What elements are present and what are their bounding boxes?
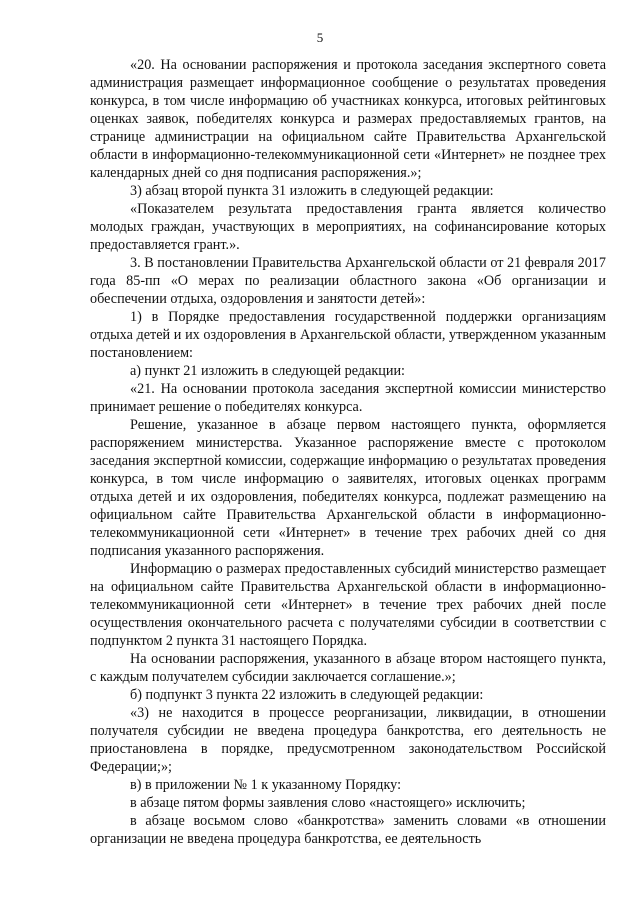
paragraph-12: «3) не находится в процессе реорганизации, ликвидации, в отношении получателя субсидии не введена процедура банкротства, его деятельность не приостановлена в порядке, предусмотренном законодательством Российской Федерации;»; xyxy=(90,705,606,775)
paragraph-13: в) в приложении № 1 к указанному Порядку: xyxy=(130,777,402,793)
page-number: 5 xyxy=(316,30,324,45)
paragraph-5: 1) в Порядке предоставления государственной поддержки организациям отдыха детей и их оздоровления в Архангельской области, утвержденном указанным постановлением: xyxy=(90,309,606,361)
paragraph-14: в абзаце пятом формы заявления слово «настоящего» исключить; xyxy=(130,795,526,811)
paragraph-1: «20. На основании распоряжения и протокола заседания экспертного совета администрация размещает информационное сообщение о результатах проведения конкурса, в том числе информацию об участниках конкурса, итоговых рейтинговых оценках заявок, победителях конкурса и размерах предоставляемых грантов, на странице администрации на официальном сайте Правительства Архангельской области в информационно-телекоммуникационной сети «Интернет» не позднее трех календарных дней со дня подписания распоряжения.»; xyxy=(90,57,606,181)
document-body xyxy=(90,56,606,848)
paragraph-7: «21. На основании протокола заседания экспертной комиссии министерство принимает решение о победителях конкурса. xyxy=(90,381,606,415)
paragraph-3: «Показателем результата предоставления гранта является количество молодых граждан, участвующих в мероприятиях, на софинансирование которых предоставляется грант.». xyxy=(90,201,606,253)
paragraph-10: На основании распоряжения, указанного в абзаце втором настоящего пункта, с каждым получателем субсидии заключается соглашение.»; xyxy=(90,651,606,685)
paragraph-6: а) пункт 21 изложить в следующей редакции: xyxy=(130,363,405,379)
paragraph-9: Информацию о размерах предоставленных субсидий министерство размещает на официальном сайте Правительства Архангельской области в информационно-телекоммуникационной сети «Интернет» в течение трех рабочих дней после осуществления окончательного расчета с получателями субсидии в соответствии с подпунктом 2 пункта 31 настоящего Порядка. xyxy=(90,561,606,649)
paragraph-15: в абзаце восьмом слово «банкротства» заменить словами «в отношении организации не введена процедура банкротства, ее деятельность xyxy=(90,813,606,847)
paragraph-4: 3. В постановлении Правительства Архангельской области от 21 февраля 2017 года 85-пп «О мерах по реализации областного закона «Об организации и обеспечении отдыха, оздоровления и занятости детей»: xyxy=(90,255,606,307)
paragraph-2: 3) абзац второй пункта 31 изложить в следующей редакции: xyxy=(130,183,494,199)
paragraph-8: Решение, указанное в абзаце первом настоящего пункта, оформляется распоряжением министерства. Указанное распоряжение вместе с протоколом заседания экспертной комиссии, содержащие информацию о результатах проведения конкурса, в том числе информацию о заявителях, итоговых оценках программ отдыха детей и их оздоровления, победителях конкурса, подлежат размещению на официальном сайте Правительства Архангельской области в информационно-телекоммуникационной сети «Интернет» в течение трех рабочих дней со дня подписания указанного распоряжения. xyxy=(90,417,606,559)
paragraph-11: б) подпункт 3 пункта 22 изложить в следующей редакции: xyxy=(130,687,484,703)
